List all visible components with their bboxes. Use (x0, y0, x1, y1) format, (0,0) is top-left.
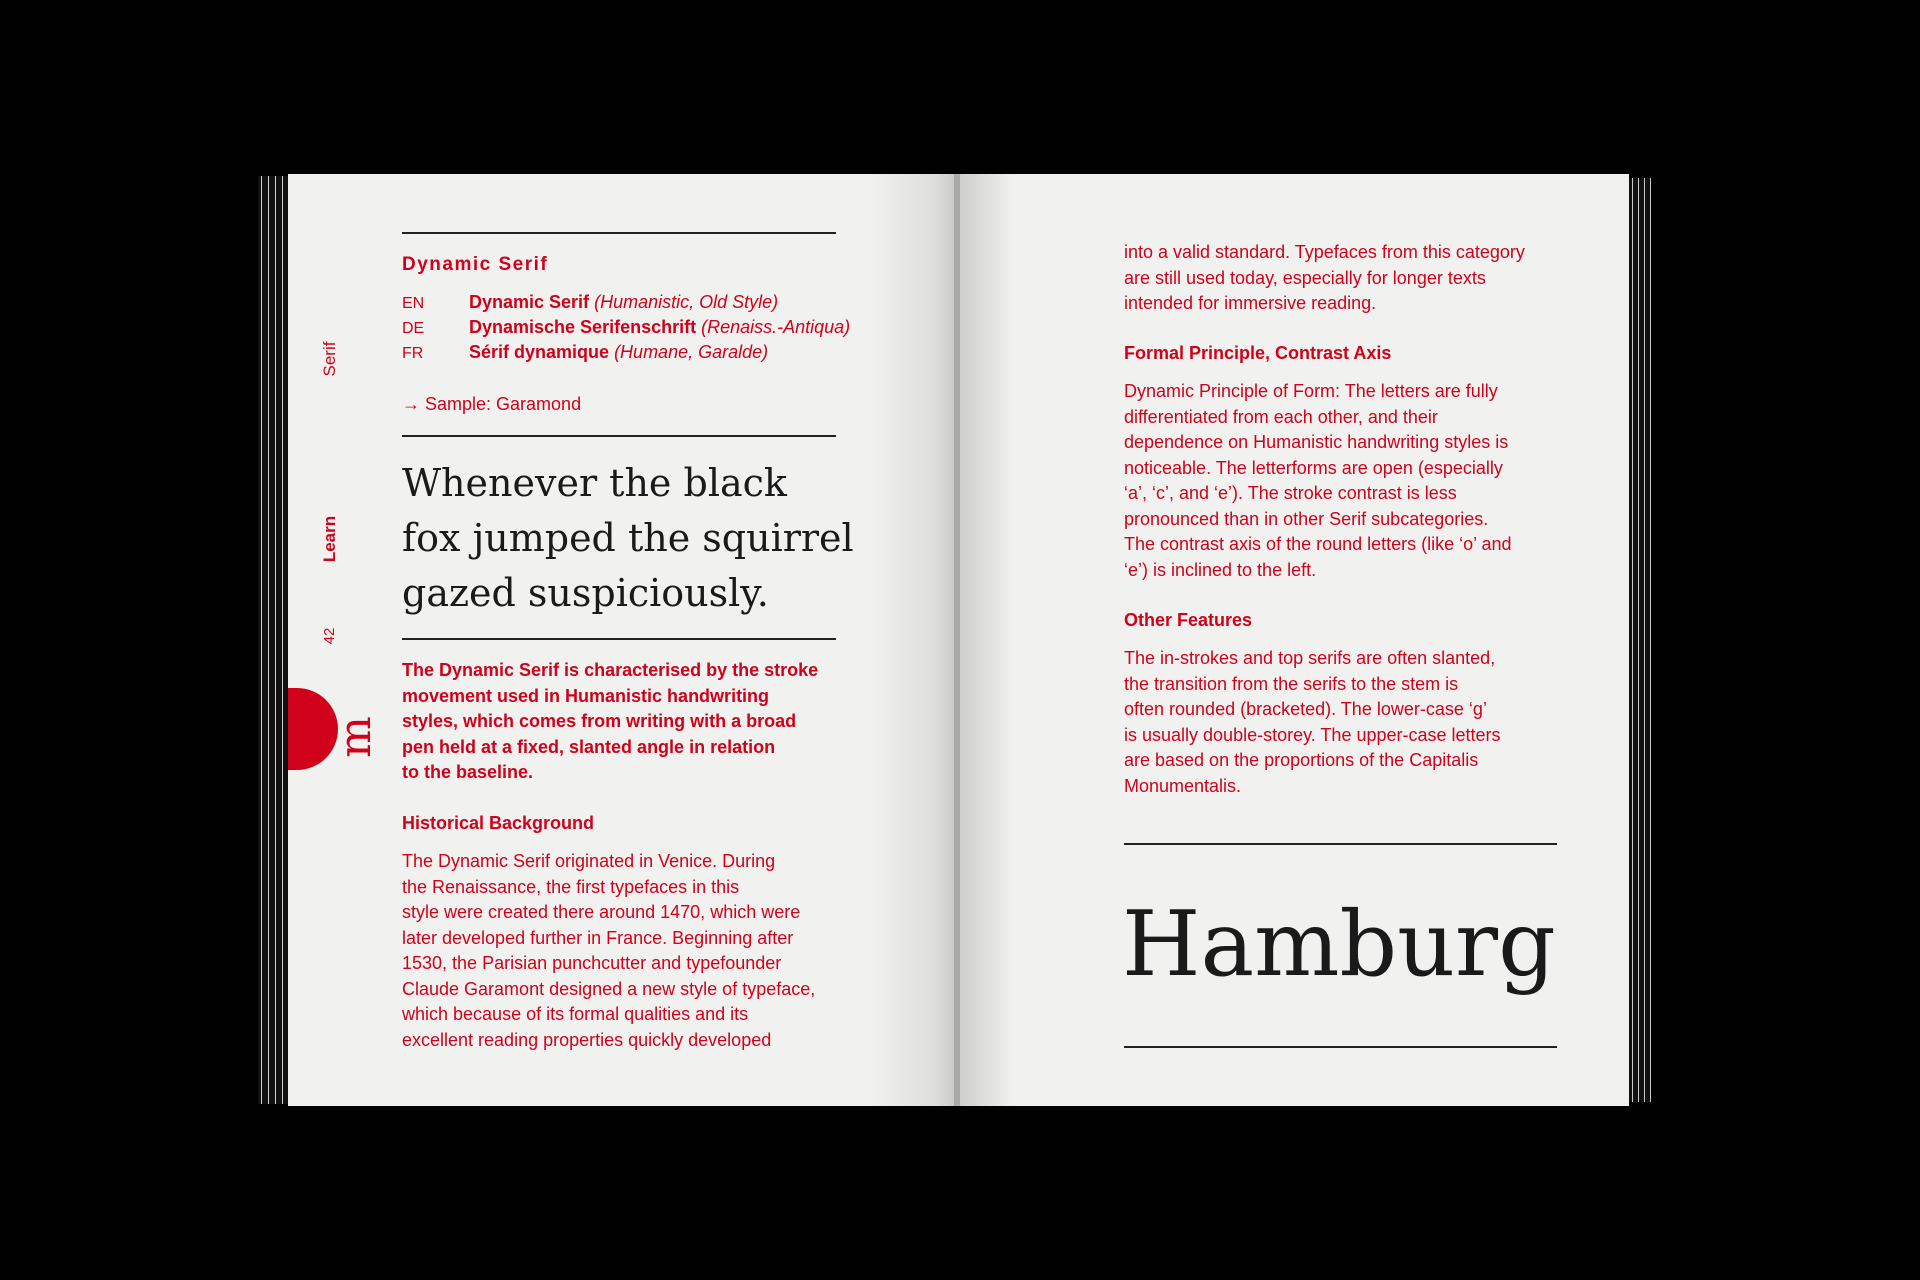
body-line: excellent reading properties quickly developed (402, 1029, 772, 1050)
lead-line: The Dynamic Serif is characterised by the stroke (402, 660, 819, 680)
continued-text (1124, 240, 1525, 317)
lead-paragraph (402, 658, 818, 786)
sample-reference: → Sample: Garamond (402, 394, 582, 414)
other-body (1124, 646, 1501, 799)
body-line: differentiated from each other, and their (1124, 406, 1438, 427)
formal-body (1124, 379, 1512, 583)
specimen-word: Hamburg (1122, 892, 1556, 997)
gutter-shadow-left (870, 174, 960, 1106)
body-line: into a valid standard. Typefaces from this category (1124, 242, 1525, 262)
pangram-sample (402, 456, 854, 621)
body-line: often rounded (bracketed). The lower-case ‘g’ (1124, 699, 1487, 719)
marker-letter: m (330, 716, 381, 758)
historical-heading: Historical Background (402, 813, 595, 833)
gutter-shadow-right (954, 174, 1014, 1106)
body-line: ‘a’, ‘c’, and ‘e’). The stroke contrast is less (1124, 483, 1457, 503)
body-line: which because of its formal qualities and its (402, 1004, 749, 1024)
right-page-edges (1629, 178, 1651, 1102)
body-line: intended for immersive reading. (1124, 293, 1377, 313)
page-number: 42 (321, 627, 338, 645)
lang-row-fr (402, 340, 768, 366)
lang-code: DE (402, 320, 425, 337)
body-line: Dynamic Principle of Form: The letters are fully (1124, 381, 1498, 401)
lang-name: Sérif dynamique (469, 342, 610, 362)
top-rule (402, 232, 836, 234)
body-line: Claude Garamont designed a new style of typeface, (402, 978, 816, 999)
body-line: ‘e’) is inclined to the left. (1124, 559, 1317, 580)
body-line: The in-strokes and top serifs are often slanted, (1124, 648, 1496, 668)
lead-line: pen held at a fixed, slanted angle in relation (402, 736, 776, 757)
rule-3 (402, 638, 836, 640)
body-line: later developed further in France. Beginning after (402, 927, 794, 948)
side-tab-learn: Learn (320, 515, 339, 563)
lang-row-de (402, 315, 850, 341)
body-line: the transition from the serifs to the stem is (1124, 673, 1459, 694)
lead-line: movement used in Humanistic handwriting (402, 685, 770, 706)
body-line: style were created there around 1470, which were (402, 902, 801, 922)
specimen-rule-bottom (1124, 1046, 1557, 1048)
lang-name: Dynamic Serif (469, 292, 590, 312)
body-line: The contrast axis of the round letters (like ‘o’ and (1124, 534, 1512, 554)
specimen-rule-top (1124, 843, 1557, 845)
body-line: the Renaissance, the first typefaces in this (402, 876, 740, 897)
body-line: The Dynamic Serif originated in Venice. During (402, 851, 776, 871)
body-line: pronounced than in other Serif subcategories. (1124, 508, 1489, 529)
lead-line: styles, which comes from writing with a broad (402, 711, 797, 731)
body-line: are based on the proportions of the Capitalis (1124, 750, 1479, 770)
rule-2 (402, 435, 836, 437)
lang-row-en (402, 290, 778, 316)
lang-note: (Humane, Garalde) (614, 342, 769, 362)
body-line: 1530, the Parisian punchcutter and typefounder (402, 953, 782, 973)
pangram-line: Whenever the black (402, 461, 787, 505)
body-line: is usually double-storey. The upper-case letters (1124, 724, 1501, 745)
pangram-line: fox jumped the squirrel (402, 516, 854, 560)
section-title: Dynamic Serif (402, 254, 549, 275)
side-tab-serif: Serif (320, 341, 339, 377)
historical-body (402, 849, 815, 1053)
lang-code: EN (402, 295, 425, 312)
formal-heading: Formal Principle, Contrast Axis (1124, 343, 1392, 363)
body-line: noticeable. The letterforms are open (especially (1124, 457, 1503, 478)
body-line: Monumentalis. (1124, 775, 1242, 796)
lang-code: FR (402, 345, 424, 362)
left-page-edges (258, 176, 288, 1104)
body-line: are still used today, especially for longer texts (1124, 267, 1486, 288)
pangram-line: gazed suspiciously. (402, 571, 769, 615)
lang-name: Dynamische Serifenschrift (469, 317, 697, 337)
lang-note: (Humanistic, Old Style) (594, 292, 779, 312)
lang-note: (Renaiss.-Antiqua) (701, 317, 851, 337)
lead-line: to the baseline. (402, 762, 534, 782)
other-heading: Other Features (1124, 610, 1253, 630)
body-line: dependence on Humanistic handwriting styles is (1124, 432, 1509, 452)
